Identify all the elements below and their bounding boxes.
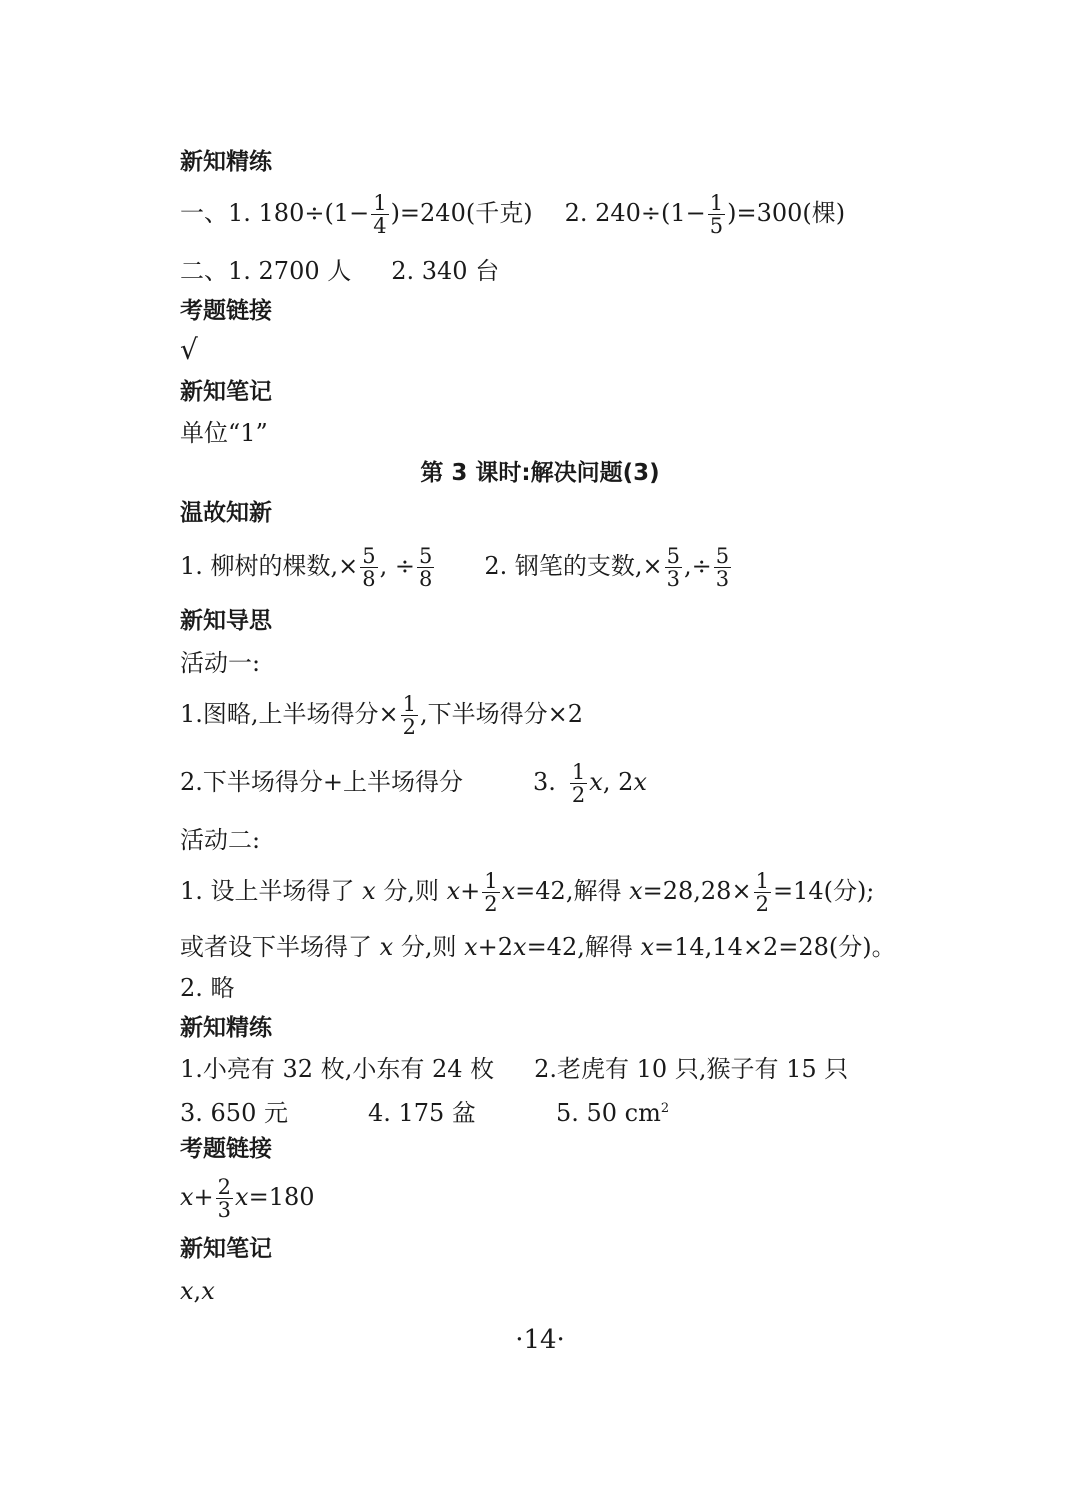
activity-2-item-1: 1. 设上半场得了 x 分,则 x+ $\frac{1}{2}$ x=42,解得 x=28,28× $\frac{1}{2}$ =14(分);: [180, 869, 875, 916]
activity-2-label: 活动二:: [180, 826, 261, 854]
activity-1-label: 活动一:: [180, 649, 261, 677]
page-number: ·14·: [515, 1325, 565, 1355]
activity-2-item-2: 2. 略: [180, 974, 235, 1002]
activity-1-item-1: 1.图略,上半场得分× $\frac{1}{2}$ ,下半场得分×2: [180, 692, 584, 739]
fraction: $\frac{2}{3}$: [217, 1175, 232, 1222]
fraction: $\frac{1}{5}$: [709, 191, 724, 238]
lesson-title: 第 3 课时:解决问题(3): [420, 460, 660, 486]
check-mark: √: [180, 333, 198, 366]
review-line: 1. 柳树的棵数,× $\frac{5}{8}$ , ÷ $\frac{5}{8}$ 2. 钢笔的支数,× $\frac{5}{3}$ ,÷ $\frac{5}{3}$: [180, 544, 730, 591]
exam-2-equation: x+ $\frac{2}{3}$ x=180: [180, 1175, 315, 1222]
heading-exam-2: 考题链接: [180, 1136, 272, 1162]
fraction: $\frac{5}{3}$: [715, 544, 730, 591]
fraction: $\frac{1}{2}$: [571, 760, 586, 807]
practice-2-line-2: 3. 650 元 4. 175 盆 5. 50 $cm^2$: [180, 1099, 670, 1127]
fraction: $\frac{1}{2}$: [402, 692, 417, 739]
activity-2-item-1-alt: 或者设下半场得了 x 分,则 x+2x=42,解得 x=14,14×2=28(分)。: [180, 933, 896, 961]
heading-notes-2: 新知笔记: [180, 1236, 272, 1262]
fraction: $\frac{5}{8}$: [419, 544, 433, 591]
fraction: $\frac{1}{4}$: [373, 191, 387, 238]
practice-1-line-2: 二、1. 2700 人 2. 340 台: [180, 257, 500, 285]
heading-notes-1: 新知笔记: [180, 379, 272, 405]
heading-review: 温故知新: [180, 500, 272, 526]
fraction: $\frac{5}{8}$: [362, 544, 376, 591]
activity-1-item-2: 2.下半场得分+上半场得分 3. $\frac{1}{2}$ x, 2x: [180, 760, 647, 807]
notes-1-text: 单位“1”: [180, 419, 268, 447]
fraction: $\frac{1}{2}$: [755, 869, 769, 916]
notes-2-text: x,x: [180, 1277, 215, 1305]
practice-1-line-1: 一、1. 180÷(1− $\frac{1}{4}$ )=240(千克) 2. 240÷(1− $\frac{1}{5}$ )=300(棵): [180, 191, 846, 238]
fraction: $\frac{5}{3}$: [666, 544, 681, 591]
heading-practice-2: 新知精练: [180, 1015, 272, 1041]
heading-exam-1: 考题链接: [180, 298, 272, 324]
fraction: $\frac{1}{2}$: [484, 869, 498, 916]
heading-guide: 新知导思: [180, 608, 272, 634]
practice-2-line-1: 1.小亮有 32 枚,小东有 24 枚 2.老虎有 10 只,猴子有 15 只: [180, 1055, 849, 1083]
heading-practice-1: 新知精练: [180, 149, 272, 175]
